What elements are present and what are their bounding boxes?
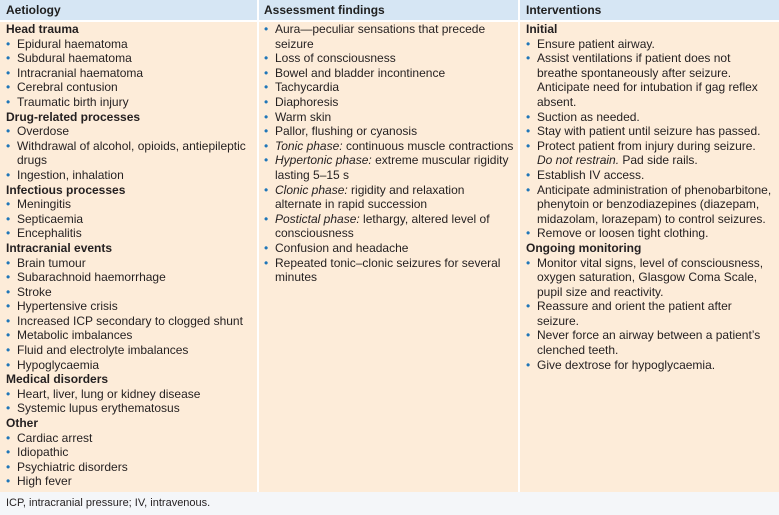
header-interventions: Interventions [526,3,602,17]
list-item: • Epidural haematoma [6,37,252,52]
item-text: continuous muscle contractions [342,138,514,153]
list-item: • Intracranial haematoma [6,66,252,81]
list-item [526,37,774,52]
list-item [526,139,774,168]
list-item [526,124,774,139]
item-text: Tachycardia [275,80,340,95]
list-item [264,66,514,81]
list-item: • Ingestion, inhalation [6,168,252,183]
item-text: Warm skin [275,109,332,124]
item-text: Monitor vital signs, level of consciousness, oxygen saturation, Glasgow Coma Scale, pupil size and reactivity. [537,255,764,299]
list-item: • Heart, liver, lung or kidney disease [6,387,252,402]
section-heading: Intracranial events [6,240,113,255]
item-text: Anticipate administration of phenobarbitone, phenytoin or benzodiazepines (diazepam, midazolam, lorazepam) to control seizures. [537,182,772,226]
list-item [526,183,774,227]
list-item: • Systemic lupus erythematosus [6,401,252,416]
item-text: Diaphoresis [275,94,339,109]
list-item: • Traumatic birth injury [6,95,252,110]
list-item: • Encephalitis [6,226,252,241]
item-text: rigidity and relaxation alternate in rapid succession [275,182,465,212]
list-item: • Increased ICP secondary to clogged shunt [6,314,252,329]
phase-label: Postictal phase: [275,211,360,226]
list-item [264,95,514,110]
list-item [264,241,514,256]
list-item [526,328,774,357]
list-item [264,256,514,285]
item-text: Pallor, flushing or cyanosis [275,124,418,139]
list-item: • Subdural haematoma [6,51,252,66]
list-item [526,51,774,109]
assessment-column [264,22,514,285]
list-item: • Hypoglycaemia [6,358,252,373]
item-text: Give dextrose for hypoglycaemia. [537,357,716,372]
item-text: Loss of consciousness [275,51,396,66]
list-item: • Psychiatric disorders [6,460,252,475]
item-text: Repeated tonic–clonic seizures for several minutes [275,255,501,285]
list-item [264,139,514,154]
list-item [264,22,514,51]
list-item [264,153,514,182]
phase-label: Hypertonic phase: [275,153,372,168]
item-text: Aura—peculiar sensations that precede seizure [275,22,486,51]
list-item [264,183,514,212]
list-item [264,110,514,125]
aetiology-column [6,22,252,489]
list-item [526,226,774,241]
list-item [264,124,514,139]
item-tail: Pad side rails. [619,153,698,168]
item-text: Reassure and orient the patient after seizure. [537,299,732,328]
list-item: • Stroke [6,285,252,300]
table-header-row [0,0,779,20]
item-text: Assist ventilations if patient does not breathe spontaneously after seizure. Anticipate need for intubation if gag reflex absent. [537,51,758,109]
section-heading: Ongoing monitoring [526,240,642,255]
item-text: Suction as needed. [537,109,640,124]
list-item [526,168,774,183]
column-divider-2 [518,0,520,492]
list-item: • Meningitis [6,197,252,212]
list-item [264,80,514,95]
list-item [526,110,774,125]
section-heading: Initial [526,22,558,36]
list-item [526,299,774,328]
header-aetiology: Aetiology [6,3,61,17]
list-item [264,212,514,241]
item-text: Stay with patient until seizure has passed. [537,124,761,139]
section-heading: Medical disorders [6,372,109,387]
list-item: • Septicaemia [6,212,252,227]
list-item: • Withdrawal of alcohol, opioids, antiepileptic drugs [6,139,252,168]
item-text: Establish IV access. [537,167,645,182]
list-item [264,51,514,66]
list-item: • High fever [6,474,252,489]
column-divider-1 [257,0,259,492]
footnote-text: ICP, intracranial pressure; IV, intravenous. [6,497,211,509]
item-text: Bowel and bladder incontinence [275,65,446,80]
list-item: • Fluid and electrolyte imbalances [6,343,252,358]
table-footnote [0,492,779,515]
section-heading: Head trauma [6,22,79,36]
section-heading: Drug-related processes [6,109,141,124]
phase-label: Clonic phase: [275,182,348,197]
header-assessment-findings: Assessment findings [264,3,385,17]
item-text: Remove or loosen tight clothing. [537,226,709,241]
list-item: • Cerebral contusion [6,80,252,95]
item-text: Confusion and headache [275,240,409,255]
list-item: • Subarachnoid haemorrhage [6,270,252,285]
list-item: • Idiopathic [6,445,252,460]
list-item [526,358,774,373]
list-item: • Hypertensive crisis [6,299,252,314]
item-text: Ensure patient airway. [537,36,655,51]
list-item: • Cardiac arrest [6,431,252,446]
item-text: lethargy, altered level of consciousness [275,211,490,241]
list-item: • Metabolic imbalances [6,328,252,343]
list-item: • Brain tumour [6,256,252,271]
item-text: Never force an airway between a patient’s clenched teeth. [537,328,761,358]
list-item: • Overdose [6,124,252,139]
item-text: extreme muscular rigidity lasting 5–15 s [275,153,509,182]
emphasis-text: Do not restrain. [537,153,620,168]
section-heading: Infectious processes [6,182,126,197]
list-item [526,256,774,300]
section-heading: Other [6,416,39,431]
phase-label: Tonic phase: [275,138,343,153]
item-text: Protect patient from injury during seizure. [537,138,756,153]
interventions-column [526,22,774,372]
